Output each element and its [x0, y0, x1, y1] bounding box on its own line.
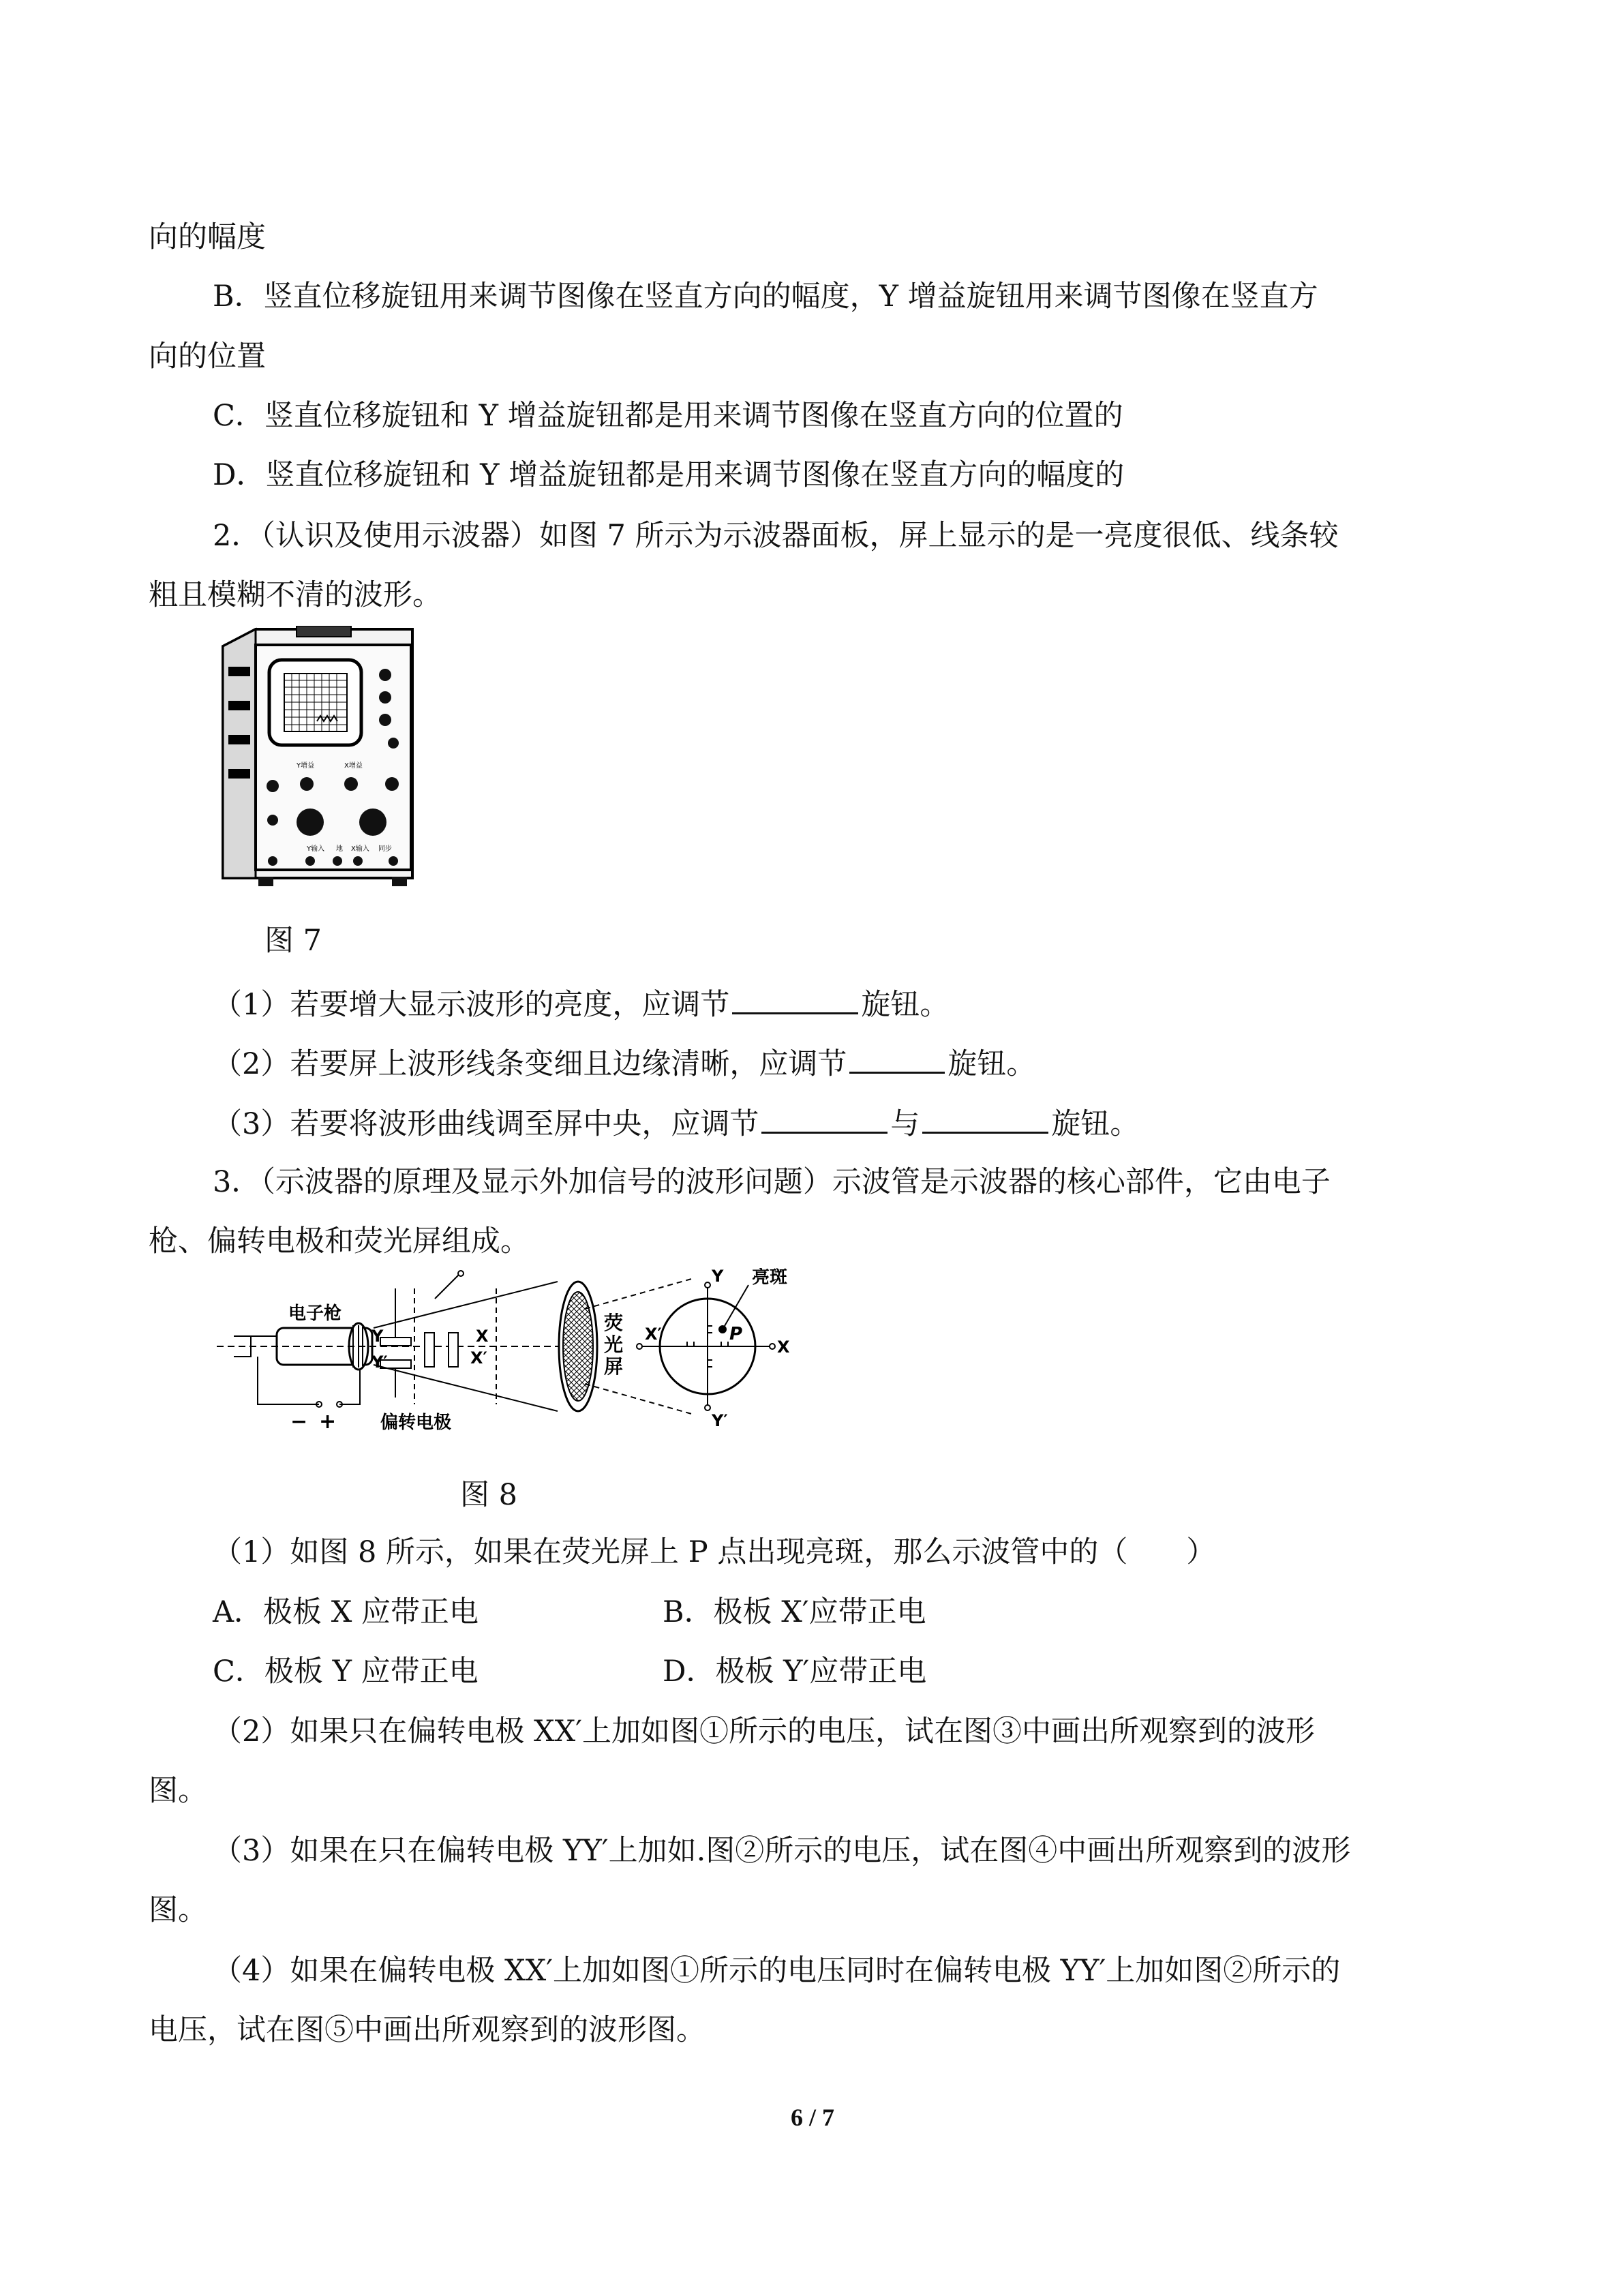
- label-minus: −: [290, 1410, 308, 1434]
- label-screen-3: 屏: [604, 1355, 624, 1378]
- screen-grid: [284, 674, 347, 731]
- q2-sub1-end: 旋钮。: [861, 988, 950, 1022]
- q2-sub2-text: （2）若要屏上波形线条变细且边缘清晰，应调节: [213, 1047, 847, 1081]
- q3-sub4-cont: 电压，试在图⑤中画出所观察到的波形图。: [149, 2013, 706, 2047]
- label-plate-x: X: [476, 1327, 489, 1346]
- label-plate-x-prime: X′: [470, 1348, 487, 1368]
- q3-sub2: （2）如果只在偏转电极 XX′上加如图①所示的电压，试在图③中画出所观察到的波形: [213, 1715, 1316, 1749]
- label-bright-spot: 亮斑: [752, 1268, 788, 1288]
- q1-option-a-tail: 向的幅度: [149, 220, 266, 254]
- bright-spot: [718, 1325, 727, 1333]
- q3-sub3: （3）如果在只在偏转电极 YY′上加如.图②所示的电压，试在图④中画出所观察到的波形: [213, 1834, 1351, 1868]
- q3-sub4: （4）如果在偏转电极 XX′上加如图①所示的电压同时在偏转电极 YY′上加如图②所示的: [213, 1954, 1341, 1988]
- q3-option-c: C．极板 Y 应带正电: [213, 1655, 479, 1689]
- q1-option-b-tail: 向的位置: [149, 339, 266, 374]
- answer-blank[interactable]: [849, 1042, 945, 1074]
- figure-7-caption: 图 7: [264, 924, 322, 958]
- label-sync: 同步: [378, 845, 392, 853]
- label-y-input: Y输入: [307, 845, 325, 853]
- q3-sub3-cont: 图。: [149, 1893, 207, 1927]
- label-plus: +: [319, 1410, 337, 1434]
- q2-sub3-text: （3）若要将波形曲线调至屏中央，应调节: [213, 1107, 759, 1141]
- q2-sub2: [213, 1042, 1035, 1085]
- crt-figure: [217, 1268, 817, 1445]
- label-screen-2: 光: [604, 1333, 624, 1356]
- q2-stem: 2．（认识及使用示波器）如图 7 所示为示波器面板，屏上显示的是一亮度很低、线条较: [213, 519, 1339, 553]
- q3-stem-cont: 枪、偏转电极和荧光屏组成。: [149, 1224, 530, 1258]
- answer-blank[interactable]: [732, 982, 858, 1014]
- label-x-gain: X增益: [344, 762, 363, 770]
- label-point-p: P: [729, 1324, 743, 1344]
- label-screen-y: Y: [712, 1268, 724, 1286]
- label-x-input: X输入: [351, 845, 369, 853]
- q3-stem: 3．（示波器的原理及显示外加信号的波形问题）示波管是示波器的核心部件，它由电子: [213, 1165, 1331, 1199]
- label-screen-x: X: [777, 1338, 790, 1357]
- q2-sub3: [213, 1102, 1139, 1145]
- label-y-gain: Y增益: [297, 762, 315, 770]
- label-electron-gun: 电子枪: [288, 1303, 342, 1324]
- page-number: 6 / 7: [791, 2104, 835, 2131]
- q3-sub2-cont: 图。: [149, 1774, 207, 1808]
- label-screen-y-prime: Y′: [712, 1411, 728, 1430]
- label-screen-x-prime: X′: [645, 1325, 662, 1344]
- label-screen-1: 荧: [604, 1312, 624, 1334]
- q2-sub3-mid: 与: [890, 1107, 920, 1141]
- q1-option-d: D．竖直位移旋钮和 Y 增益旋钮都是用来调节图像在竖直方向的幅度的: [213, 458, 1125, 492]
- answer-blank[interactable]: [761, 1102, 888, 1134]
- q1-option-b: B．竖直位移旋钮用来调节图像在竖直方向的幅度，Y 增益旋钮用来调节图像在竖直方: [213, 280, 1318, 314]
- q2-sub3-end: 旋钮。: [1051, 1107, 1140, 1141]
- label-deflection-electrode: 偏转电极: [380, 1413, 452, 1433]
- q2-sub2-end: 旋钮。: [947, 1047, 1036, 1081]
- label-plate-y-prime: Y′: [371, 1353, 388, 1372]
- q1-option-c: C．竖直位移旋钮和 Y 增益旋钮都是用来调节图像在竖直方向的位置的: [213, 399, 1123, 433]
- oscilloscope-figure: [215, 626, 419, 898]
- q3-option-b: B．极板 X′应带正电: [663, 1595, 926, 1629]
- answer-blank[interactable]: [922, 1102, 1048, 1134]
- q3-option-a: A．极板 X 应带正电: [213, 1595, 479, 1629]
- q3-sub1: （1）如图 8 所示，如果在荧光屏上 P 点出现亮斑，那么示波管中的（ ）: [213, 1535, 1216, 1569]
- label-plate-y: Y: [371, 1327, 384, 1346]
- label-ground: 地: [336, 845, 343, 853]
- q3-option-d: D．极板 Y′应带正电: [663, 1655, 927, 1689]
- q2-sub1: [213, 982, 949, 1025]
- q2-sub1-text: （1）若要增大显示波形的亮度，应调节: [213, 988, 730, 1022]
- q2-stem-cont: 粗且模糊不清的波形。: [149, 578, 442, 612]
- figure-8-caption: 图 8: [460, 1478, 518, 1512]
